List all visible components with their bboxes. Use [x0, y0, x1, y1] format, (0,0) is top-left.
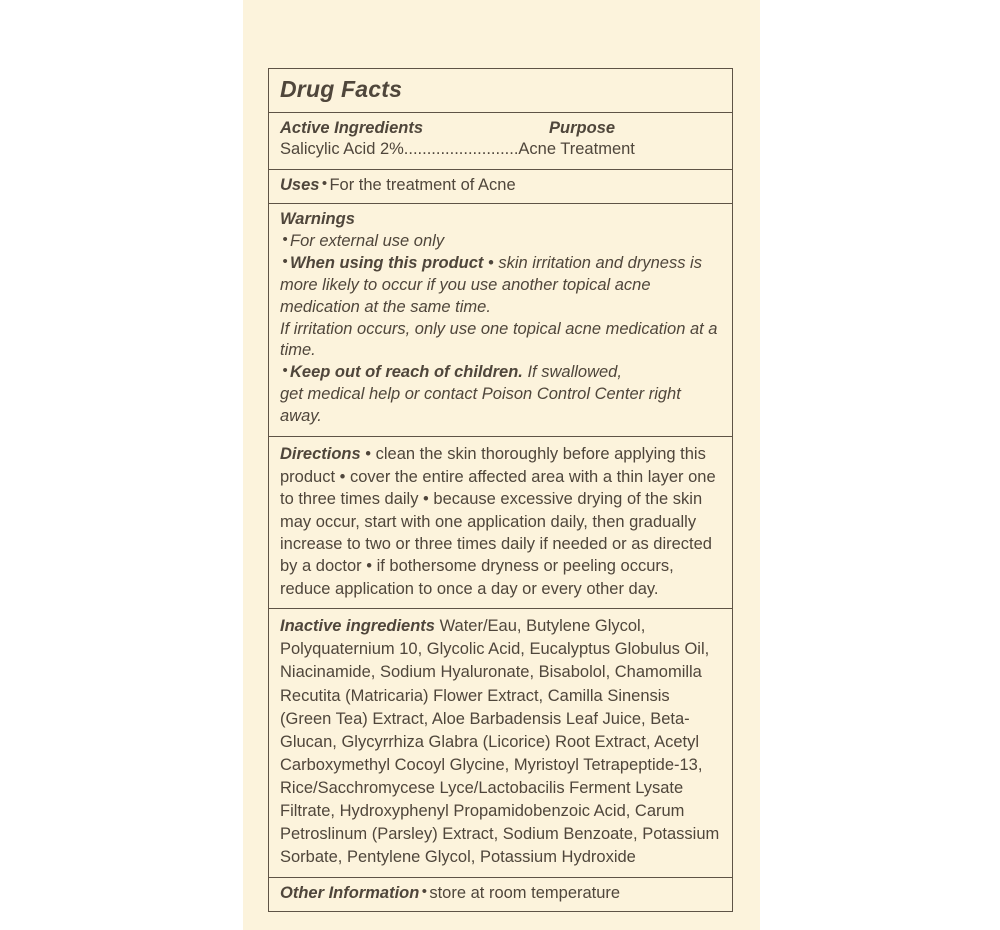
warnings-heading: Warnings [280, 209, 355, 228]
active-ingredient-row: Salicylic Acid 2%.........................Acne Treatment [280, 140, 635, 158]
directions-body [280, 443, 722, 600]
directions-section [269, 437, 732, 609]
warning-item [280, 384, 722, 428]
other-information-row [280, 884, 722, 903]
warning-item [280, 319, 722, 363]
inactive-ingredients-section [269, 609, 732, 878]
inactive-ingredients-text: Water/Eau, Butylene Glycol, Polyquaternium 10, Glycolic Acid, Eucalyptus Globulus Oil, Niacinamide, Sodium Hyaluronate, Bisabolol, Chamomilla Recutita (Matricaria) Flower Extract, Camilla Sinensis (Green Tea) Extract, Aloe Barbadensis Leaf Juice, Beta-Glucan, Glycyrrhiza Glabra (Licorice) Root Extract, Acetyl Carboxymethyl Cocoyl Glycine, Myristoyl Tetrapeptide-13, Rice/Sacchromycese Lyce/Lactobacilis Ferment Lysate Filtrate, Hydroxyphenyl Propamidobenzoic Acid, Carum Petroslinum (Parsley) Extract, Sodium Benzoate, Potassium Sorbate, Pentylene Glycol, Potassium Hydroxide [280, 617, 720, 867]
warning-item [280, 253, 722, 319]
uses-row [280, 176, 722, 195]
drug-facts-title-section [269, 69, 732, 113]
page-title: Drug Facts [280, 76, 403, 102]
warning-item [280, 231, 722, 253]
active-ingredients-section [269, 113, 732, 170]
warning-text: get medical help or contact Poison Control Center right away. [280, 385, 681, 426]
purpose-heading: Purpose [549, 119, 616, 137]
bullet-icon: • [282, 252, 288, 270]
active-ingredients-headers [280, 119, 722, 139]
warnings-section [269, 204, 732, 437]
inactive-ingredients-body [280, 615, 722, 869]
active-ingredients-heading: Active Ingredients [280, 119, 424, 137]
warning-item [280, 362, 722, 384]
bullet-icon: • [282, 230, 288, 248]
warning-text: For external use only [290, 231, 445, 250]
bullet-icon: • [321, 174, 328, 192]
other-information-section [269, 878, 732, 911]
warning-bold-lead: When using this product [290, 253, 484, 272]
warning-text: If irritation occurs, only use one topical acne medication at a time. [280, 319, 718, 360]
uses-text: For the treatment of Acne [329, 175, 516, 194]
uses-heading: Uses [280, 175, 320, 194]
other-information-text: store at room temperature [429, 884, 621, 903]
uses-section [269, 170, 732, 204]
bullet-icon: • [421, 883, 427, 901]
drug-facts-label [268, 68, 733, 912]
other-information-heading: Other Information [280, 884, 420, 903]
warning-text: If swallowed, [527, 363, 622, 382]
warning-bold-lead: Keep out of reach of children. [290, 363, 523, 382]
warning-text: • skin irritation and dryness is more likely to occur if you use another topical acne medication at the same time. [280, 253, 702, 316]
bullet-icon: • [282, 362, 288, 380]
directions-heading: Directions [280, 445, 361, 464]
warnings-body [280, 231, 722, 428]
inactive-ingredients-heading: Inactive ingredients [280, 617, 435, 636]
directions-text: • clean the skin thoroughly before applying this product • cover the entire affected area with a thin layer one to three times daily • because excessive drying of the skin may occur, start with one application daily, then gradually increase to two or three times daily if needed or as directed by a doctor • if bothersome dryness or peeling occurs, reduce application to once a day or every other day. [280, 445, 716, 598]
